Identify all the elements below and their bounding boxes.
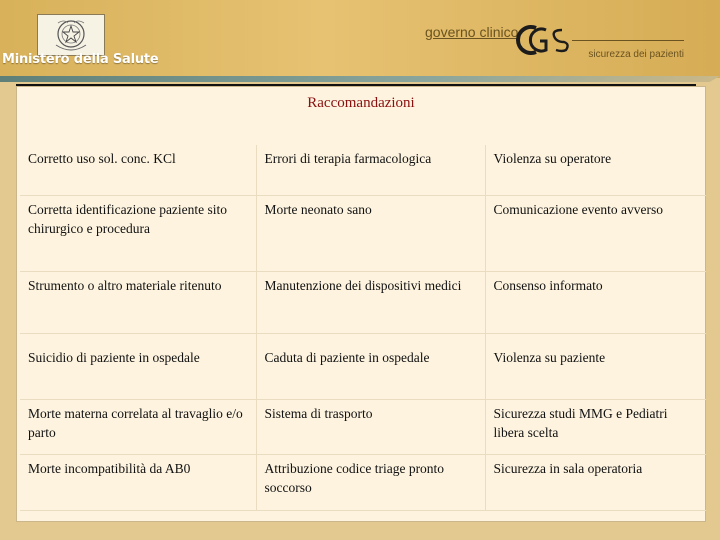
table-cell: Sicurezza in sala operatoria [485, 454, 706, 510]
table-cell: Violenza su operatore [485, 145, 706, 195]
table-cell: Morte materna correlata al travaglio e/o parto [20, 399, 256, 454]
table-cell: Sistema di trasporto [256, 399, 485, 454]
cgs-logo-icon [512, 24, 572, 56]
table-cell: Strumento o altro materiale ritenuto [20, 271, 256, 333]
table-row [20, 454, 706, 510]
table-cell: Sicurezza studi MMG e Pediatri libera scelta [485, 399, 706, 454]
table-cell: Corretto uso sol. conc. KCl [20, 145, 256, 195]
table-cell: Attribuzione codice triage pronto soccorso [256, 454, 485, 510]
table-cell: Morte neonato sano [256, 195, 485, 271]
table-cell: Corretta identificazione paziente sito chirurgico e procedura [20, 195, 256, 271]
table-row [20, 271, 706, 333]
table-row [20, 399, 706, 454]
header-divider [0, 76, 720, 82]
italian-republic-emblem-icon [37, 14, 105, 56]
table-cell: Consenso informato [485, 271, 706, 333]
table-cell: Manutenzione dei dispositivi medici [256, 271, 485, 333]
brand-top-text: governo clinico [425, 24, 519, 40]
table-cell: Caduta di paziente in ospedale [256, 333, 485, 399]
ministry-label: Ministero della Salute [2, 52, 159, 67]
recommendations-table [20, 145, 706, 511]
table-cell: Morte incompatibilità da AB0 [20, 454, 256, 510]
brand-bottom-text: sicurezza dei pazienti [588, 49, 684, 60]
table-cell: Errori di terapia farmacologica [256, 145, 485, 195]
table-cell: Suicidio di paziente in ospedale [20, 333, 256, 399]
table-cell: Violenza su paziente [485, 333, 706, 399]
table-row [20, 195, 706, 271]
logo-divider-line [572, 40, 684, 41]
table-row [20, 333, 706, 399]
table-cell: Comunicazione evento avverso [485, 195, 706, 271]
panel-title: Raccomandazioni [307, 95, 415, 111]
table-row [20, 145, 706, 195]
clinical-governance-logo [420, 18, 690, 62]
